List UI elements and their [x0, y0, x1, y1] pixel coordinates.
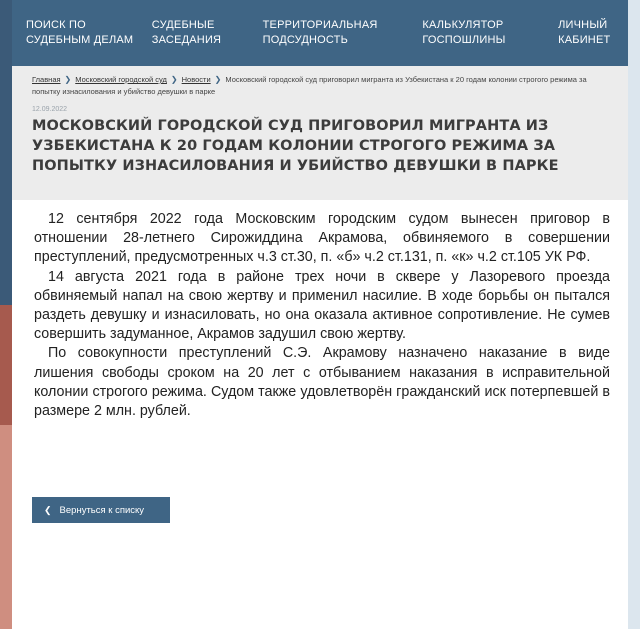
right-background	[628, 0, 640, 629]
article-body	[12, 200, 628, 421]
article-paragraph: 14 августа 2021 года в районе трех ночи в сквере у Лазоревого проезда обвиняемый напал на свою жертву и применил насилие. В ходе борьбы он пытался раздеть девушку и изнасиловать, но она оказала активное сопротивление. Не сумев совершить задуманное, Акрамов задушил свою жертву.	[34, 268, 610, 343]
chevron-right-icon: ❯	[170, 75, 178, 84]
left-background-pink	[0, 425, 12, 629]
nav-item-case-search[interactable]: ПОИСК ПО СУДЕБНЫМ ДЕЛАМ	[26, 19, 134, 46]
page-title: МОСКОВСКИЙ ГОРОДСКОЙ СУД ПРИГОВОРИЛ МИГРАНТА ИЗ УЗБЕКИСТАНА К 20 ГОДАМ КОЛОНИИ СТРОГОГО РЕЖИМА ЗА ПОПЫТКУ ИЗНАСИЛОВАНИЯ И УБИЙСТВО ДЕВУШКИ В ПАРКЕ	[32, 118, 559, 174]
page-frame	[12, 0, 628, 629]
back-to-list-button[interactable]	[32, 497, 170, 523]
nav-item-personal-account[interactable]: ЛИЧНЫЙ КАБИНЕТ	[558, 19, 611, 46]
nav-item-hearings[interactable]: СУДЕБНЫЕ ЗАСЕДАНИЯ	[151, 19, 222, 46]
left-background-blue	[0, 0, 12, 305]
article-paragraph: По совокупности преступлений С.Э. Акрамову назначено наказание в виде лишения свободы сроком на 20 лет с отбыванием наказания в исправительной колонии строгого режима. Судом также удовлетворён гражданский иск потерпевшей в размере 2 млн. рублей.	[34, 345, 610, 420]
left-background	[0, 0, 12, 629]
chevron-right-icon: ❯	[64, 75, 72, 84]
article-paragraph: 12 сентября 2022 года Московским городским судом вынесен приговор в отношении 28-летнего Сирожиддина Акрамова, обвиняемого в совершении преступлений, предусмотренных ч.3 ст.30, п. «б» ч.2 ст.131, п. «к» ч.2 ст.105 УК РФ.	[34, 211, 610, 266]
chevron-right-icon: ❯	[214, 75, 222, 84]
breadcrumb-news[interactable]: Новости	[181, 75, 211, 84]
nav-item-jurisdiction[interactable]: ТЕРРИТОРИАЛЬНАЯ ПОДСУДНОСТЬ	[262, 19, 378, 46]
nav-item-fee-calculator[interactable]: КАЛЬКУЛЯТОР ГОСПОШЛИНЫ	[422, 19, 506, 46]
chevron-left-icon: ❮	[44, 504, 52, 515]
left-background-red	[0, 305, 12, 425]
breadcrumb-home[interactable]: Главная	[32, 75, 61, 84]
breadcrumb-court[interactable]: Московский городской суд	[75, 75, 167, 84]
top-nav	[12, 0, 628, 66]
back-button-label: Вернуться к списку	[59, 504, 145, 516]
breadcrumb	[32, 74, 608, 98]
article-date: 12.09.2022	[32, 106, 68, 113]
article-header	[12, 66, 628, 200]
breadcrumb-current: Московский городской суд приговорил мигранта из Узбекистана к 20 годам колонии строгого режима за попытку изнасилования и убийство девушки в парке	[32, 75, 587, 96]
